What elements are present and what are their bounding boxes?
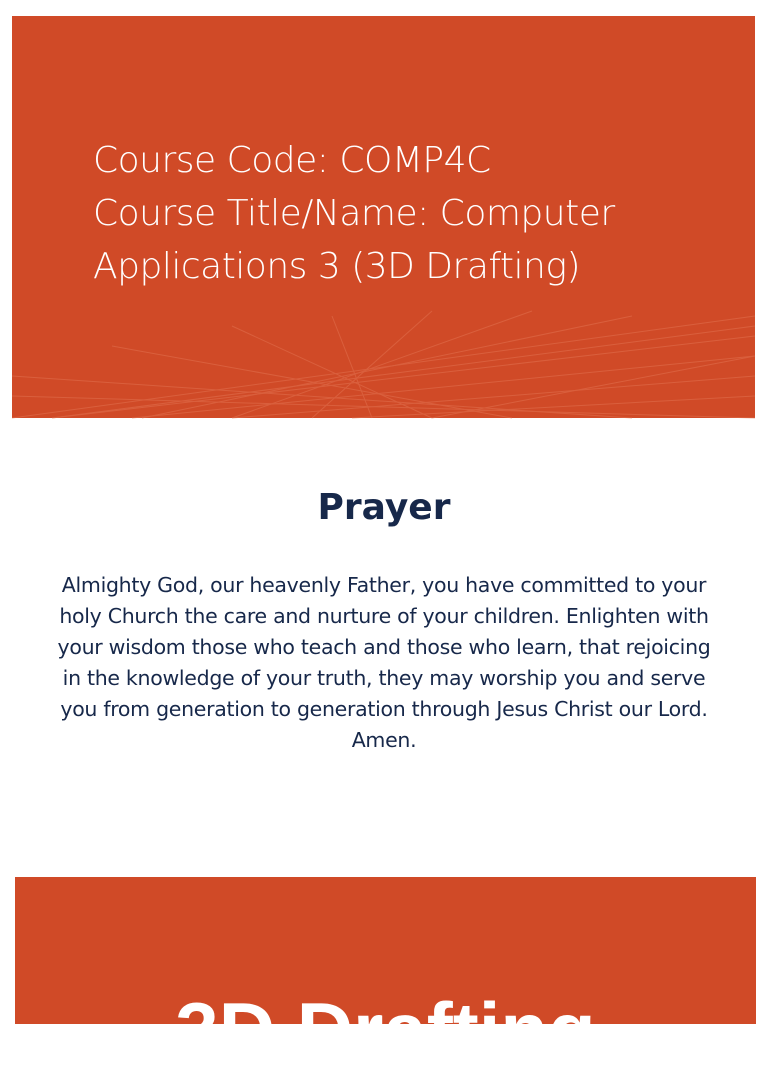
course-title-line: Course Title/Name: Computer <box>93 193 615 234</box>
course-code-line: Course Code: COMP4C <box>93 140 491 181</box>
section-title-slide <box>15 877 756 1074</box>
prayer-heading: Prayer <box>317 487 451 528</box>
section-title: 3D Drafting <box>175 986 596 1074</box>
course-title-line-continued: Applications 3 (3D Drafting) <box>93 246 581 287</box>
prayer-body-text: Almighty God, our heavenly Father, you have committed to your holy Church the care and nurture of your children. Enlighten with your wisdom those who teach and those who learn, that rejoicing in the knowledge of your truth, they may worship you and serve you from generation to generation through Jesus Christ our Lord. Amen. <box>57 573 711 752</box>
prayer-slide <box>0 430 768 850</box>
course-title-slide <box>12 16 755 418</box>
course-title-text <box>93 134 733 293</box>
